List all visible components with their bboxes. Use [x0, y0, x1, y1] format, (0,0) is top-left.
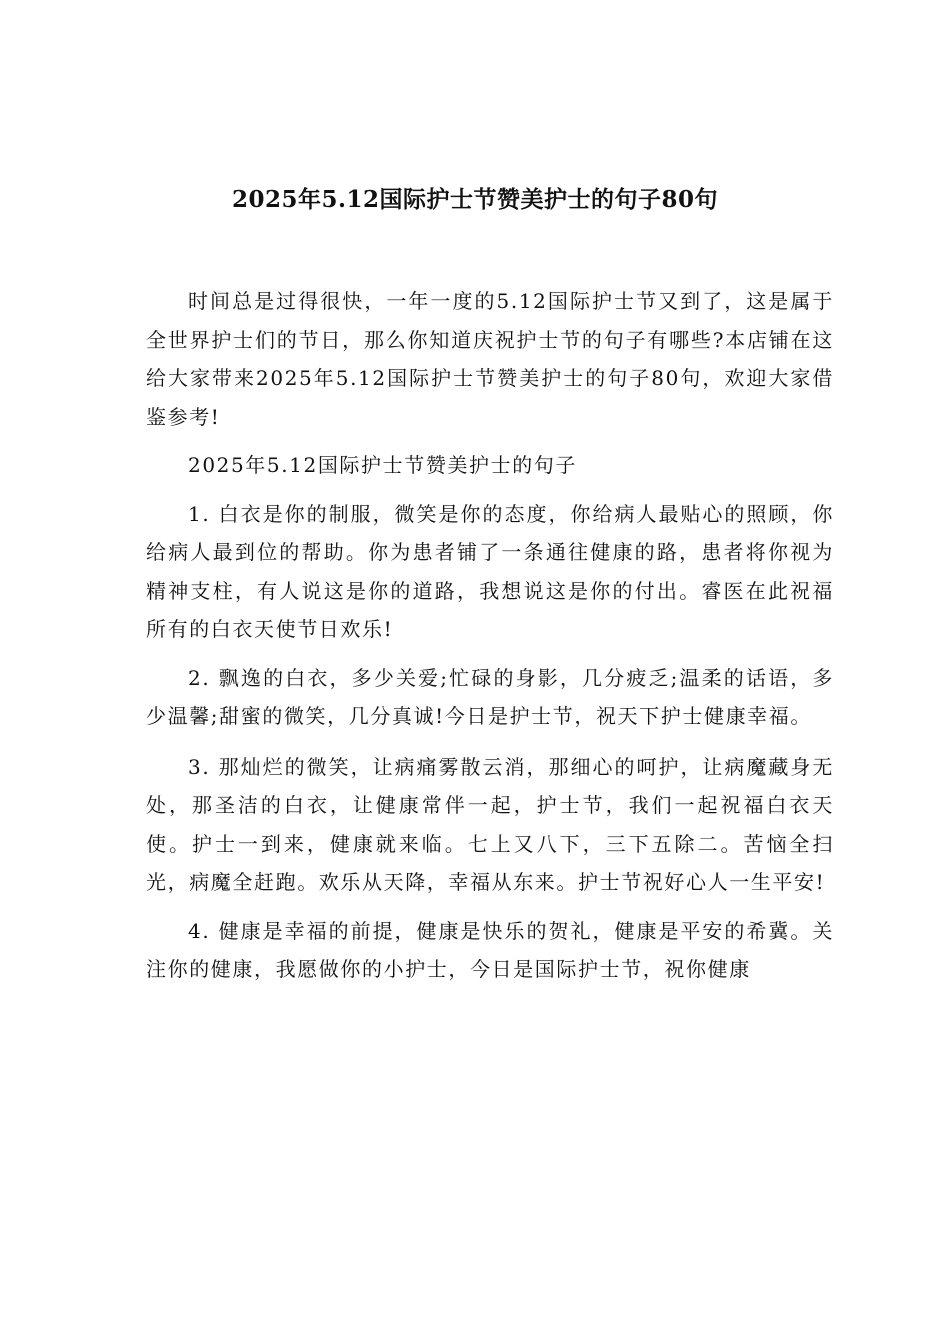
list-item: 3. 那灿烂的微笑，让病痛雾散云消，那细心的呵护，让病魔藏身无处，那圣洁的白衣，让健康常伴一起，护士节，我们一起祝福白衣天使。护士一到来，健康就来临。七上又八下，三下五除二。苦恼全扫光，病魔全赶跑。欢乐从天降，幸福从东来。护士节祝好心人一生平安!	[146, 754, 834, 894]
list-item: 4. 健康是幸福的前提，健康是快乐的贺礼，健康是平安的希冀。关注你的健康，我愿做你的小护士，今日是国际护士节，祝你健康	[146, 918, 834, 981]
list-item: 2. 飘逸的白衣，多少关爱;忙碌的身影，几分疲乏;温柔的话语，多少温馨;甜蜜的微笑，几分真诚!今日是护士节，祝天下护士健康幸福。	[146, 665, 834, 728]
list-item: 1. 白衣是你的制服，微笑是你的态度，你给病人最贴心的照顾，你给病人最到位的帮助。你为患者铺了一条通往健康的路，患者将你视为精神支柱，有人说这是你的道路，我想说这是你的付出。睿医在此祝福所有的白衣天使节日欢乐!	[146, 501, 834, 641]
intro-paragraph: 时间总是过得很快，一年一度的5.12国际护士节又到了，这是属于全世界护士们的节日，那么你知道庆祝护士节的句子有哪些?本店铺在这给大家带来2025年5.12国际护士节赞美护士的句子80句，欢迎大家借鉴参考!	[146, 289, 834, 429]
document-title: 2025年5.12国际护士节赞美护士的句子80句	[231, 186, 719, 213]
section-heading: 2025年5.12国际护士节赞美护士的句子	[188, 453, 578, 477]
document-body	[146, 282, 834, 989]
